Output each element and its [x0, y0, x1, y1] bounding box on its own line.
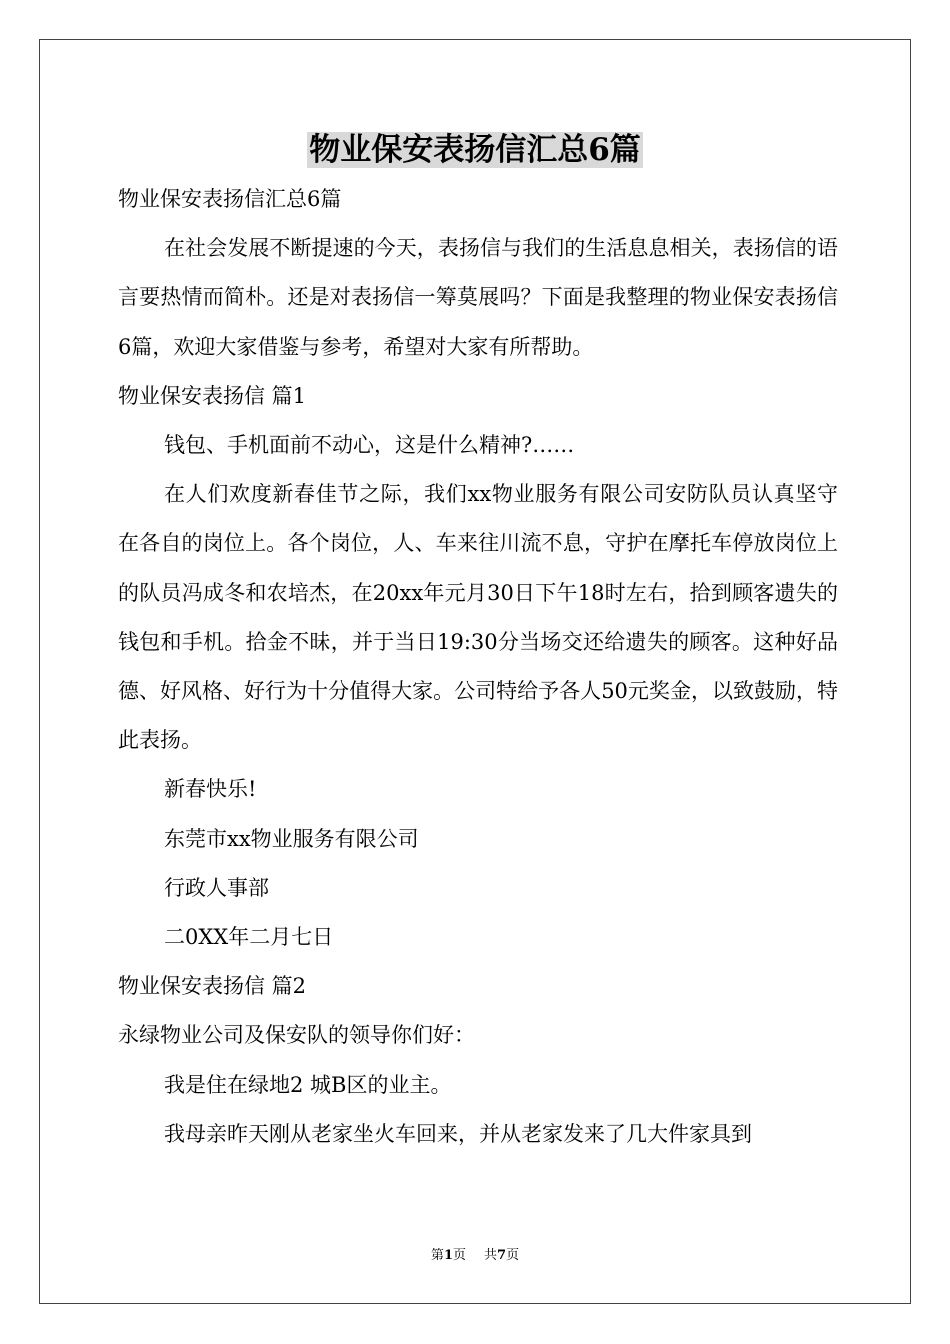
- page-number: 1: [443, 1248, 453, 1263]
- paragraph: 在人们欢度新春佳节之际，我们xx物业服务有限公司安防队员认真坚守在各自的岗位上。各个岗位，人、车来往川流不息，守护在摩托车停放岗位上的队员冯成冬和农培杰，在20xx年元月30日下午18时左右，拾到顾客遗失的钱包和手机。拾金不昧，并于当日19:30分当场交还给遗失的顾客。这种好品德、好风格、好行为十分值得大家。公司特给予各人50元奖金，以致鼓励，特此表扬。: [118, 482, 838, 753]
- section-heading-1: 物业保安表扬信 篇1: [118, 383, 307, 408]
- signature-department: 行政人事部: [164, 875, 269, 900]
- salutation-line: 永绿物业公司及保安队的领导你们好：: [118, 1023, 475, 1048]
- page-total: 7: [497, 1248, 507, 1263]
- signature-company: 东莞市xx物业服务有限公司: [164, 826, 419, 851]
- section-heading-2: 物业保安表扬信 篇2: [118, 974, 307, 999]
- signature-date: 二0XX年二月七日: [164, 925, 334, 950]
- total-suffix: 页: [506, 1248, 520, 1263]
- paragraph: 我是住在绿地2 城B区的业主。: [164, 1072, 452, 1097]
- document-title-text: 物业保安表扬信汇总6篇: [309, 132, 641, 168]
- intro-paragraph: 在社会发展不断提速的今天，表扬信与我们的生活息息相关，表扬信的语言要热情而简朴。还是对表扬信一筹莫展吗？下面是我整理的物业保安表扬信6篇，欢迎大家借鉴与参考，希望对大家有所帮助。: [118, 236, 838, 359]
- greeting-line: 新春快乐!: [164, 777, 257, 802]
- page-prefix: 第: [430, 1248, 444, 1263]
- subtitle-line: 物业保安表扬信汇总6篇: [118, 187, 342, 211]
- page-suffix: 页: [452, 1248, 466, 1263]
- total-prefix: 共: [484, 1248, 498, 1263]
- document-body: [118, 175, 838, 1159]
- paragraph: 钱包、手机面前不动心，这是什么精神?……: [164, 433, 575, 458]
- document-title: [0, 126, 950, 174]
- paragraph: 我母亲昨天刚从老家坐火车回来，并从老家发来了几大件家具到: [164, 1121, 752, 1146]
- page-footer: [0, 1246, 950, 1266]
